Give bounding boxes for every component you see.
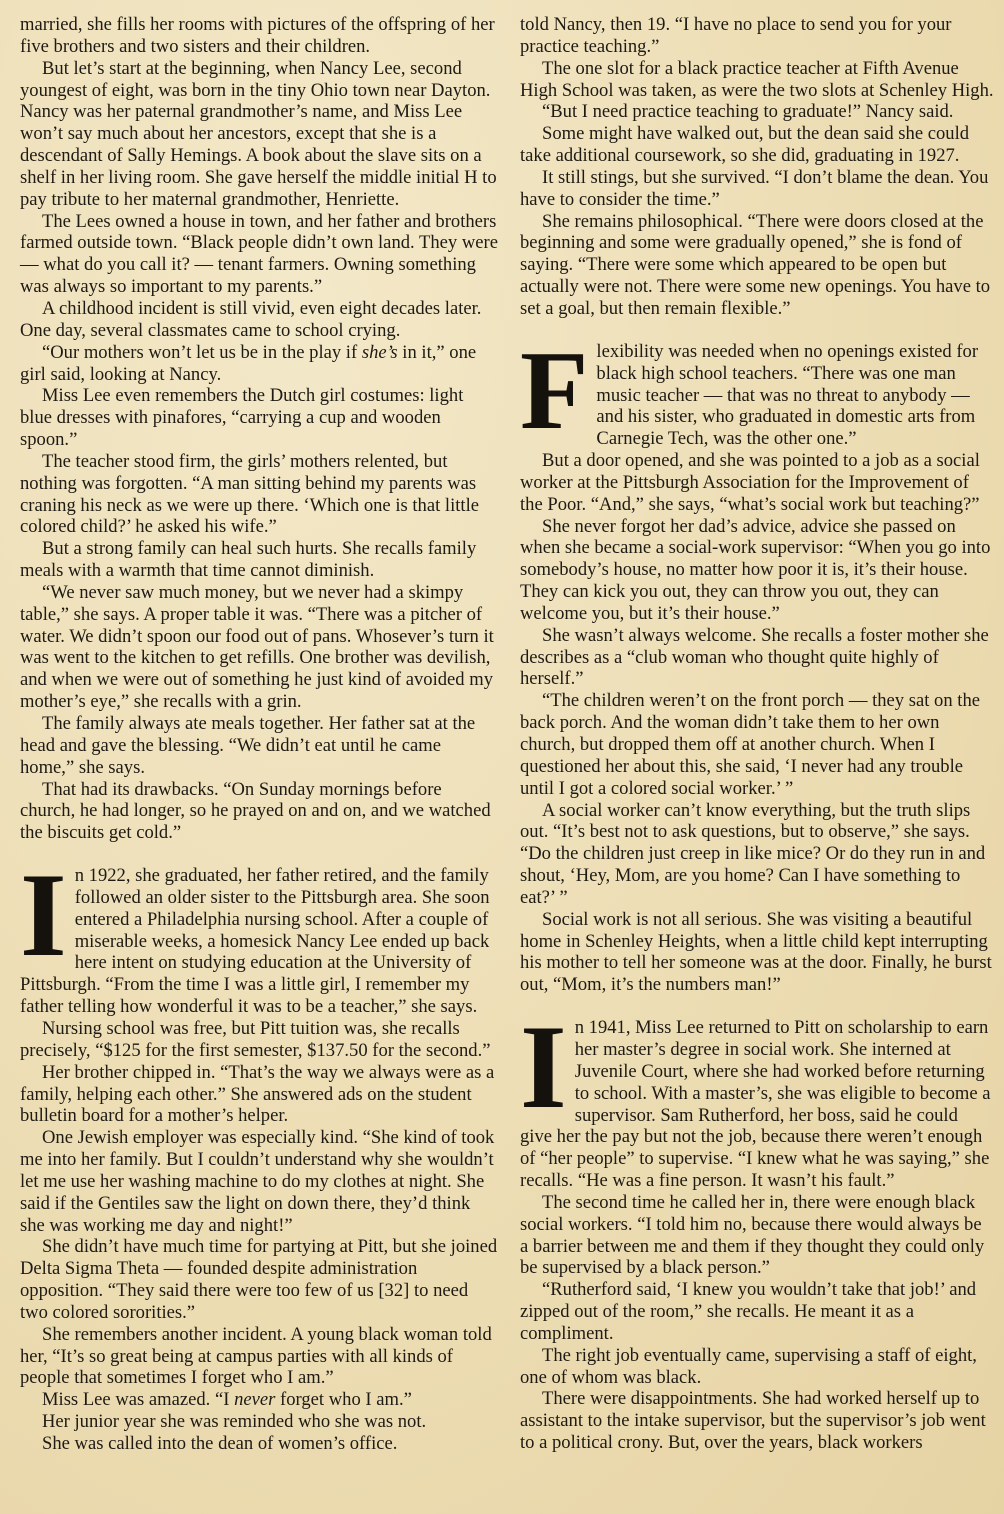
paragraph: told Nancy, then 19. “I have no place to send you for your practice teaching.” bbox=[520, 14, 952, 57]
paragraph: married, she fills her rooms with pictures of the offspring of her five brothers and two sisters and their children. bbox=[20, 14, 495, 57]
italic-word: she’s bbox=[361, 341, 398, 363]
paragraph: She remembers another incident. A young black woman told her, “It’s so great being at campus parties with all kinds of people that sometimes I forget who I am.” bbox=[20, 1323, 492, 1389]
paragraph: The Lees owned a house in town, and her father and brothers farmed outside town. “Black people didn’t own land. They were — what do you call it? — tenant farmers. Owning something was always so important to my parents.” bbox=[20, 210, 498, 298]
paragraph: A childhood incident is still vivid, even eight decades later. One day, several classmates came to school crying. bbox=[20, 297, 482, 341]
quote-text: in it,” one girl said, looking at Nancy. bbox=[20, 341, 477, 385]
paragraph: The teacher stood firm, the girls’ mothers relented, but nothing was forgotten. “A man sitting behind my parents was craning his neck as we were up there. ‘Which one is that little colored child?’ he asked his wife.” bbox=[20, 450, 479, 538]
paragraph: “Rutherford said, ‘I knew you wouldn’t take that job!’ and zipped out of the room,” she recalls. He meant it as a compliment. bbox=[520, 1279, 977, 1344]
quote-text: forget who I am.” bbox=[275, 1389, 412, 1411]
paragraph: She didn’t have much time for partying at Pitt, but she joined Delta Sigma Theta — founded despite administration opposition. “They said there were too few of us [32] to need two colored sororities.” bbox=[20, 1236, 498, 1323]
paragraph: It still stings, but she survived. “I don’t blame the dean. You have to consider the time.” bbox=[520, 166, 989, 210]
paragraph: There were disappointments. She had worked herself up to assistant to the intake supervisor, but the supervisor’s job went to a political crony. But, over the years, black workers bbox=[520, 1388, 986, 1454]
left-column bbox=[20, 14, 498, 1455]
paragraph: She never forgot her dad’s advice, advice she passed on when she became a social-work supervisor: “When you go into somebody’s house, no matter how poor it is, it’s their house. They can kick you out, they can throw you out, they can welcome you, but it’s their house.” bbox=[520, 515, 991, 624]
paragraph: The right job eventually came, supervising a staff of eight, one of whom was black. bbox=[520, 1344, 977, 1388]
section-with-drop-cap bbox=[520, 1000, 994, 1192]
paragraph: Her brother chipped in. “That’s the way we always were as a family, helping each other.” She answered ads on the student bulletin board for a mother’s helper. bbox=[20, 1061, 495, 1127]
paragraph: n 1922, she graduated, her father retired, and the family followed an older sister to the Pittsburgh area. She soon entered a Philadelphia nursing school. After a couple of miserable weeks, a homesick Nancy Lee ended up back here intent on studying education at the University of Pittsburgh. “From the time I was a little girl, I remember my father telling how wonderful it was to be a teacher,” she says. bbox=[20, 865, 490, 1018]
paragraph: But let’s start at the beginning, when Nancy Lee, second youngest of eight, was born in the tiny Ohio town near Dayton. Nancy was her paternal grandmother’s name, and Miss Lee won’t say much about her ancestors, except that she is a descendant of Sally Hemings. A book about the slave sits on a shelf in her living room. She gave herself the middle initial H to pay tribute to her maternal grandmother, Henriette. bbox=[20, 57, 497, 210]
paragraph: Nursing school was free, but Pitt tuition was, she recalls precisely, “$125 for the first semester, $137.50 for the second.” bbox=[20, 1017, 491, 1061]
paragraph: A social worker can’t know everything, but the truth slips out. “It’s best not to ask questions, but to observe,” she says. “Do the children just creep in like mice? Or do they run in and shout, ‘Hey, Mom, are you home? Can I have something to eat?’ ” bbox=[520, 799, 986, 908]
right-column bbox=[520, 14, 994, 1454]
paragraph: Miss Lee even remembers the Dutch girl costumes: light blue dresses with pinafores, “carrying a cup and wooden spoon.” bbox=[20, 385, 464, 451]
paragraph: “The children weren’t on the front porch — they sat on the back porch. And the woman didn’t take them to her own church, but dropped them off at another church. When I questioned her about this, she said, ‘I never had any trouble until I got a colored social worker.’ ” bbox=[520, 690, 981, 799]
drop-cap: F bbox=[520, 328, 589, 453]
paragraph: lexibility was needed when no openings existed for black high school teachers. “There was one man music teacher — that was no threat to anybody — and his sister, who graduated in domestic arts from Carnegie Tech, was the other one.” bbox=[596, 340, 979, 450]
paragraph: But a strong family can heal such hurts. She recalls family meals with a warmth that time cannot diminish. bbox=[20, 538, 477, 582]
paragraph: n 1941, Miss Lee returned to Pitt on scholarship to earn her master’s degree in social work. She interned at Juvenile Court, where she had worked before returning to school. With a master’s, she was eligible to become a supervisor. Sam Rutherford, her boss, said he could give her the pay but not the job, because there weren’t enough of “her people” to supervise. “I knew what he was saying,” she recalls. “He was a fine person. It wasn’t his fault.” bbox=[520, 1017, 991, 1192]
paragraph bbox=[20, 1389, 498, 1411]
quote-text: Miss Lee was amazed. “I bbox=[42, 1389, 235, 1411]
paragraph: She wasn’t always welcome. She recalls a foster mother she describes as a “club woman who thought quite highly of herself.” bbox=[520, 624, 989, 690]
paragraph: The one slot for a black practice teacher at Fifth Avenue High School was taken, as were the two slots at Schenley High. bbox=[520, 57, 994, 101]
paragraph: “But I need practice teaching to graduate!” Nancy said. bbox=[542, 101, 954, 123]
paragraph: The family always ate meals together. Her father sat at the head and gave the blessing. “We didn’t eat until he came home,” she says. bbox=[20, 713, 476, 778]
paragraph: Her junior year she was reminded who she was not. bbox=[42, 1411, 427, 1433]
paragraph: That had its drawbacks. “On Sunday mornings before church, he had longer, so he prayed on and on, and we watched the biscuits get cold.” bbox=[20, 778, 491, 844]
section-with-drop-cap bbox=[520, 328, 994, 453]
paragraph bbox=[20, 342, 498, 386]
section-with-drop-cap bbox=[20, 848, 498, 1018]
paragraph: Some might have walked out, but the dean said she could take additional coursework, so she did, graduating in 1927. bbox=[520, 123, 970, 167]
italic-word: never bbox=[234, 1389, 276, 1411]
paragraph: She was called into the dean of women’s office. bbox=[42, 1433, 398, 1454]
paragraph: One Jewish employer was especially kind. “She kind of took me into her family. But I couldn’t understand why she wouldn’t let me use her washing machine to do my clothes at night. She said if the Gentiles saw the light on down there, they’d think she was working me day and night!” bbox=[20, 1127, 495, 1236]
paragraph: But a door opened, and she was pointed to a job as a social worker at the Pittsburgh Association for the Improvement of the Poor. “And,” she says, “what’s social work but teaching?” bbox=[520, 450, 980, 515]
drop-cap: I bbox=[20, 848, 67, 982]
paragraph: The second time he called her in, there were enough black social workers. “I told him no, because there would always be a barrier between me and them if they thought they could only be supervised by a black person.” bbox=[520, 1191, 985, 1279]
quote-text: “Our mothers won’t let us be in the play if bbox=[42, 341, 362, 363]
paragraph: “We never saw much money, but we never had a skimpy table,” she says. A proper table it was. “There was a pitcher of water. We didn’t spoon our food out of pans. Whosever’s turn it was went to the kitchen to get refills. One brother was devilish, and when we were out of something he just kind of avoided my mother’s eye,” she recalls with a grin. bbox=[20, 581, 494, 713]
paragraph: Social work is not all serious. She was visiting a beautiful home in Schenley Heights, when a little child kept interrupting his mother to tell her someone was at the door. Finally, he burst out, “Mom, it’s the numbers man!” bbox=[520, 908, 992, 996]
paragraph: She remains philosophical. “There were doors closed at the beginning and some were gradually opened,” she is fond of saying. “There were some which appeared to be open but actually were not. There were some new openings. You have to set a goal, but then remain flexible.” bbox=[520, 210, 991, 319]
drop-cap: I bbox=[520, 1000, 567, 1134]
